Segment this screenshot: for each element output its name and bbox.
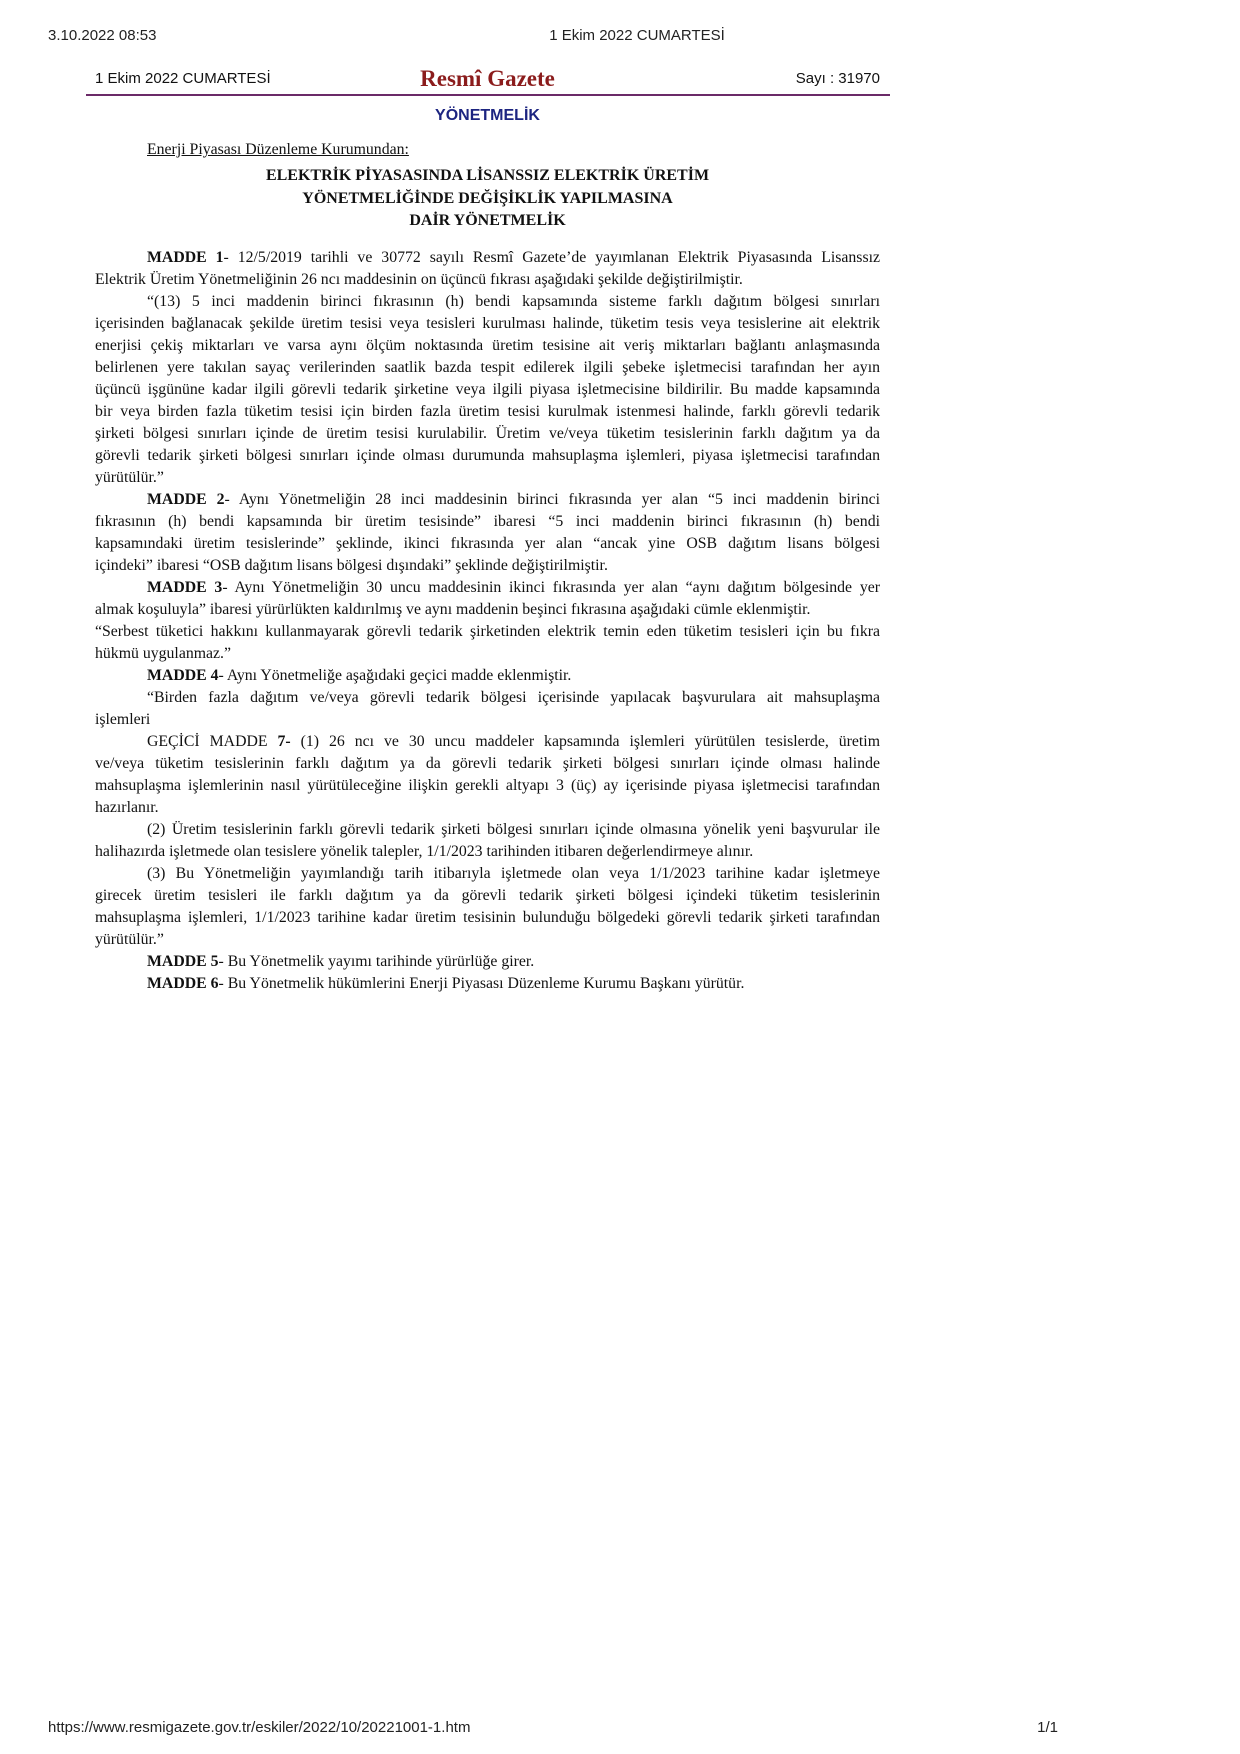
paragraph-line: (3) Bu Yönetmeliğin yayımlandığı tarih itibarıyla işletmede olan veya 1/1/2023 tarihine kadar işletmeye (147, 865, 880, 882)
paragraph-line: mahsuplaşma işlemlerinin nasıl yürütüleceğine ilişkin gerekli altyapı 3 (üç) ay içerisinde piyasa işletmecisi tarafından (95, 777, 880, 794)
paragraph (95, 951, 880, 973)
header-divider (86, 94, 890, 96)
line-text: - Bu Yönetmelik yayımı tarihinde yürürlüğe girer. (218, 953, 535, 970)
article-number: MADDE 5 (147, 953, 219, 970)
paragraph-line (95, 731, 880, 753)
line-text: - Bu Yönetmelik hükümlerini Enerji Piyasası Düzenleme Kurumu Başkanı yürütür. (218, 975, 745, 992)
paragraph (95, 291, 880, 489)
paragraph-line: halihazırda işletmede olan tesislere yönelik talepler, 1/1/2023 tarihinden itibaren değerlendirmeye alınır. (95, 843, 754, 860)
paragraph (95, 489, 880, 577)
paragraph-line (95, 247, 880, 269)
paragraph-line: yürütülür.” (95, 931, 164, 948)
paragraph-line: yürütülür.” (95, 469, 164, 486)
article-number: MADDE 4 (147, 667, 219, 684)
paragraph-line: almak koşuluyla” ibaresi yürürlükten kaldırılmış ve aynı maddenin beşinci fıkrasına aşağıdaki cümle eklenmiştir. (95, 601, 811, 618)
issuing-authority: Enerji Piyasası Düzenleme Kurumundan: (147, 141, 409, 158)
paragraph (95, 863, 880, 951)
line-prefix: GEÇİCİ MADDE (147, 733, 278, 750)
paragraph (95, 973, 880, 995)
paragraph-line: içindeki” ibaresi “OSB dağıtım lisans bölgesi dışındaki” şeklinde değiştirilmiştir. (95, 557, 608, 574)
gazette-issue-number: Sayı : 31970 (795, 70, 880, 87)
paragraph (95, 731, 880, 819)
print-url: https://www.resmigazete.gov.tr/eskiler/2022/10/20221001-1.htm (48, 1719, 471, 1736)
article-number: MADDE 3 (147, 579, 223, 596)
paragraph-line: görevli tedarik şirketi bölgesi sınırları içinde olması durumunda mahsuplaşma işlemleri, piyasa işletmecisi tarafından (95, 447, 880, 464)
paragraph-line: “(13) 5 inci maddenin birinci fıkrasının (h) bendi kapsamında sisteme farklı dağıtım bölgesi sınırları (147, 293, 880, 310)
title-line: YÖNETMELİĞİNDE DEĞİŞİKLİK YAPILMASINA (302, 189, 673, 207)
article-number: MADDE 2 (147, 491, 225, 508)
print-page-title: 1 Ekim 2022 CUMARTESİ (549, 27, 725, 44)
gazette-name: Resmî Gazete (420, 66, 555, 91)
paragraph-line: mahsuplaşma işlemleri, 1/1/2023 tarihine kadar üretim tesisinin bulunduğu bölgedeki görevli tedarik şirketi tarafından (95, 909, 880, 926)
paragraph-line: belirlenen yere takılan sayaç verilerinden saatlik bazda tespit edilerek ilgili şebeke işletmecisi tarafından her ayın (95, 359, 880, 376)
paragraph-line: bir veya birden fazla tüketim tesisi için birden fazla üretim tesisi kurulmak istenmesi halinde, farklı görevli tedarik (95, 403, 880, 420)
paragraph-line: Elektrik Üretim Yönetmeliğinin 26 ncı maddesinin on üçüncü fıkrası aşağıdaki şekilde değiştirilmiştir. (95, 271, 743, 288)
paragraph-line: “Birden fazla dağıtım ve/veya görevli tedarik bölgesi içerisinde yapılacak başvurulara ait mahsuplaşma (147, 689, 880, 706)
line-text: (1) 26 ncı ve 30 uncu maddeler kapsamında işlemleri yürütülen tesislerde, üretim (290, 733, 880, 750)
line-text: - Aynı Yönetmeliğe aşağıdaki geçici madde eklenmiştir. (218, 667, 572, 684)
paragraph-line: ve/veya tüketim tesislerinin farklı dağıtım ya da görevli tedarik şirketi bölgesi sınırları içinde olması halinde (95, 755, 880, 772)
paragraph-line: enerjisi çekiş miktarları ve varsa aynı ölçüm noktasında üretim tesisine ait veriş miktarları bağlantı anlaşmasında (95, 337, 880, 354)
paragraph (95, 819, 880, 863)
paragraph-line: işlemleri (95, 711, 151, 728)
section-heading: YÖNETMELİK (435, 107, 540, 124)
paragraph-line (95, 577, 880, 599)
paragraph (95, 577, 880, 621)
paragraph (95, 665, 880, 687)
paragraph-line (95, 973, 880, 995)
paragraph (95, 621, 880, 665)
title-line: DAİR YÖNETMELİK (409, 212, 566, 229)
paragraph-line: kapsamındaki üretim tesislerinde” şeklinde, ikinci fıkrasında yer alan “ancak yine OSB dağıtım lisans bölgesi (95, 535, 880, 552)
paragraph-line: hazırlanır. (95, 799, 159, 816)
title-line: ELEKTRİK PİYASASINDA LİSANSSIZ ELEKTRİK ÜRETİM (265, 167, 710, 184)
paragraph (95, 247, 880, 291)
paragraph-line: (2) Üretim tesislerinin farklı görevli tedarik şirketi bölgesi sınırları içinde olmasına yönelik yeni başvurular ile (147, 821, 880, 838)
paragraph-line: girecek üretim tesisleri ile farklı dağıtım ya da görevli tedarik şirketi bölgesi içindeki tüketim tesislerinin (95, 887, 880, 904)
article-number: MADDE 6 (147, 975, 219, 992)
paragraph-line: üçüncü işgününe kadar ilgili görevli tedarik şirketine veya ilgili piyasa işletmecisine bildirilir. Bu madde kapsamında (95, 381, 880, 398)
print-page-number: 1/1 (1037, 1719, 1058, 1736)
regulation-title (95, 165, 880, 233)
line-text: - Aynı Yönetmeliğin 28 inci maddesinin birinci fıkrasında yer alan “5 inci maddenin birinci (224, 491, 880, 508)
paragraph (95, 687, 880, 731)
paragraph-line: içerisinden bağlanacak şekilde üretim tesisi veya tesisleri kurulması halinde, tüketim tesis veya tesislerine ait elektrik (95, 315, 880, 332)
paragraph-line (95, 665, 880, 687)
article-body (95, 247, 880, 995)
gazette-header (95, 66, 880, 92)
gazette-date: 1 Ekim 2022 CUMARTESİ (95, 70, 271, 87)
paragraph-line: fıkrasının (h) bendi kapsamında bir üretim tesisinde” ibaresi “5 inci maddenin birinci fıkrasının (h) bendi (95, 513, 880, 530)
paragraph-line (95, 951, 880, 973)
paragraph-line (95, 489, 880, 511)
paragraph-line: hükmü uygulanmaz.” (95, 645, 231, 662)
print-datetime: 3.10.2022 08:53 (48, 27, 157, 44)
paragraph-line: şirketi bölgesi sınırları içinde de üretim tesisi kurulabilir. Üretim ve/veya tüketim tesislerinin farklı dağıtım ya da (95, 425, 880, 442)
paragraph-line: “Serbest tüketici hakkını kullanmayarak görevli tedarik şirketinden elektrik temin eden tüketim tesisleri için bu fıkra (95, 623, 880, 640)
article-number: MADDE 1 (147, 249, 224, 266)
line-text: - 12/5/2019 tarihli ve 30772 sayılı Resmî Gazete’de yayımlanan Elektrik Piyasasında Lisanssız (223, 249, 880, 266)
line-text: - Aynı Yönetmeliğin 30 uncu maddesinin ikinci fıkrasında yer alan “aynı dağıtım bölgesinde yer (222, 579, 880, 596)
article-number: 7- (277, 733, 291, 750)
